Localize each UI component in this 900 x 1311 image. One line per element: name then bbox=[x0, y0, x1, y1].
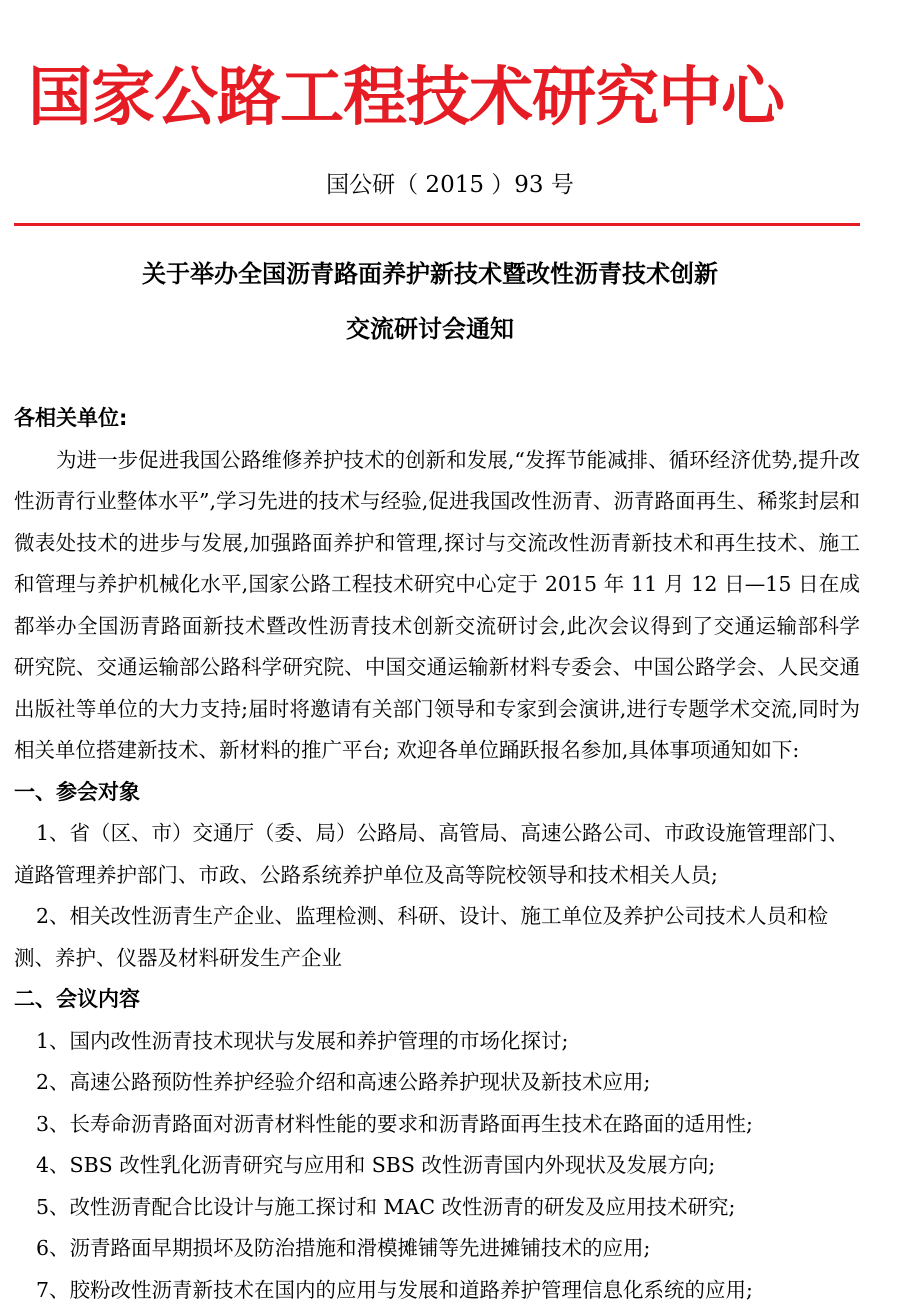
notice-title-line-2: 交流研讨会通知 bbox=[0, 317, 860, 341]
list-item: 6、沥青路面早期损坏及防治措施和滑模摊铺等先进摊铺技术的应用; bbox=[14, 1228, 860, 1270]
list-item: 4、SBS 改性乳化沥青研究与应用和 SBS 改性沥青国内外现状及发展方向; bbox=[14, 1145, 860, 1187]
organization-title: 国家公路工程技术研究中心 bbox=[28, 66, 784, 130]
salutation: 各相关单位: bbox=[14, 398, 860, 440]
topic-list bbox=[14, 1021, 860, 1311]
list-item: 2、相关改性沥青生产企业、监理检测、科研、设计、施工单位及养护公司技术人员和检测、养护、仪器及材料研发生产企业 bbox=[14, 896, 860, 979]
list-item: 1、国内改性沥青技术现状与发展和养护管理的市场化探讨; bbox=[14, 1021, 860, 1063]
intro-paragraph: 为进一步促进我国公路维修养护技术的创新和发展,“发挥节能减排、循环经济优势,提升改性沥青行业整体水平”,学习先进的技术与经验,促进我国改性沥青、沥青路面再生、稀浆封层和微表处技术的进步与发展,加强路面养护和管理,探讨与交流改性沥青新技术和再生技术、施工和管理与养护机械化水平,国家公路工程技术研究中心定于 2015 年 11 月 12 日—15 日在成都举办全国沥青路面新技术暨改性沥青技术创新交流研讨会,此次会议得到了交通运输部科学研究院、交通运输部公路科学研究院、中国交通运输新材料专委会、中国公路学会、人民交通出版社等单位的大力支持;届时将邀请有关部门领导和专家到会演讲,进行专题学术交流,同时为相关单位搭建新技术、新材料的推广平台; 欢迎各单位踊跃报名参加,具体事项通知如下: bbox=[14, 440, 860, 772]
list-item: 1、省（区、市）交通厅（委、局）公路局、高管局、高速公路公司、市政设施管理部门、道路管理养护部门、市政、公路系统养护单位及高等院校领导和技术相关人员; bbox=[14, 813, 860, 896]
list-item: 7、胶粉改性沥青新技术在国内的应用与发展和道路养护管理信息化系统的应用; bbox=[14, 1270, 860, 1311]
red-divider bbox=[14, 223, 860, 226]
list-item: 5、改性沥青配合比设计与施工探讨和 MAC 改性沥青的研发及应用技术研究; bbox=[14, 1187, 860, 1229]
notice-title-line-1: 关于举办全国沥青路面养护新技术暨改性沥青技术创新 bbox=[0, 262, 860, 286]
document-body bbox=[14, 398, 860, 1311]
list-item: 2、高速公路预防性养护经验介绍和高速公路养护现状及新技术应用; bbox=[14, 1062, 860, 1104]
list-item: 3、长寿命沥青路面对沥青材料性能的要求和沥青路面再生技术在路面的适用性; bbox=[14, 1104, 860, 1146]
section-heading-content: 二、会议内容 bbox=[14, 979, 860, 1021]
attendee-list bbox=[14, 813, 860, 979]
section-heading-attendees: 一、参会对象 bbox=[14, 772, 860, 814]
document-number: 国公研（ 2015 ）93 号 bbox=[0, 174, 900, 197]
